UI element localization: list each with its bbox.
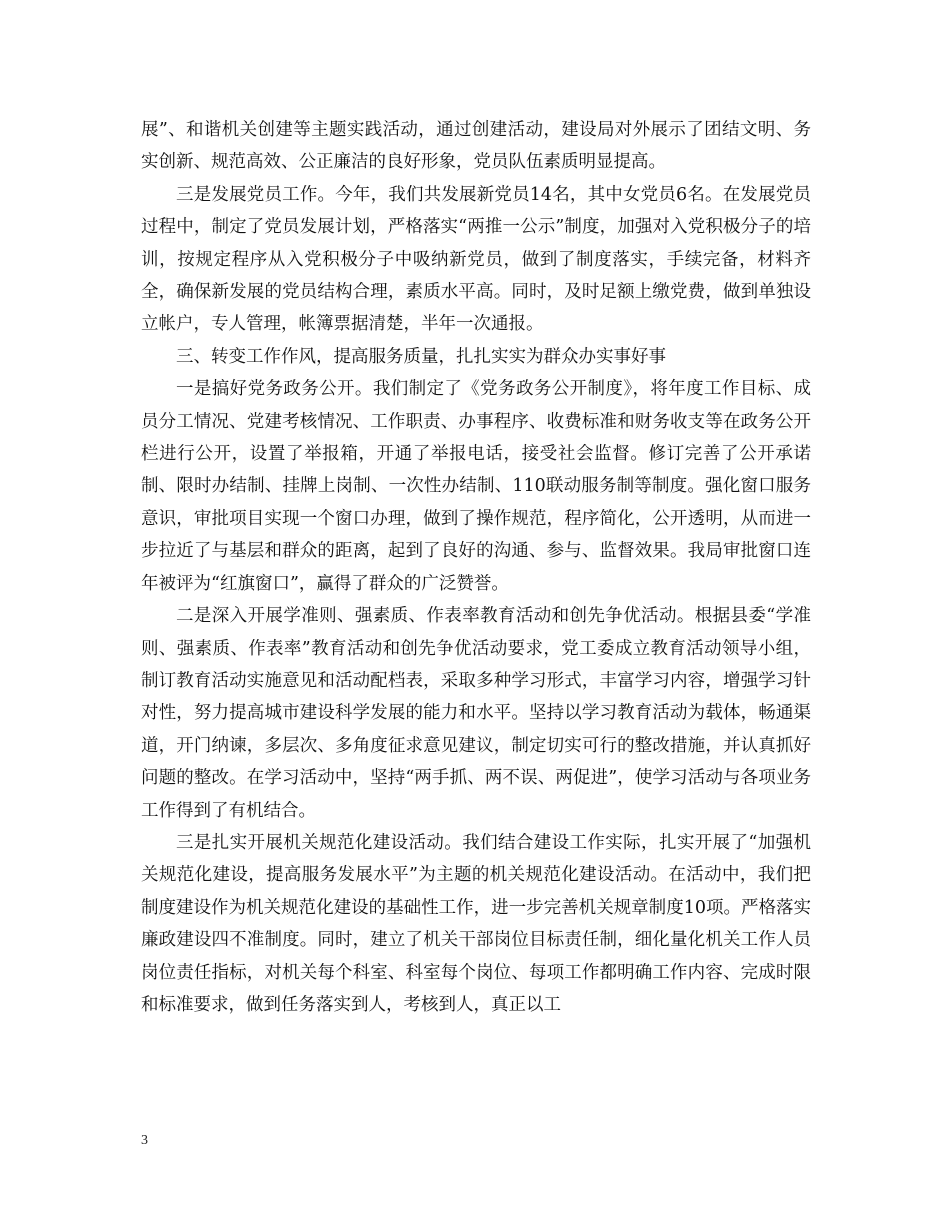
paragraph-1: 展”、和谐机关创建等主题实践活动，通过创建活动，建设局对外展示了团结文明、务实创新、规范高效、公正廉洁的良好形象，党员队伍素质明显提高。: [141, 120, 811, 173]
paragraph-2: 三是发展党员工作。今年，我们共发展新党员14名，其中女党员6名。在发展党员过程中，制定了党员发展计划，严格落实“两推一公示”制度，加强对入党积极分子的培训，按规定程序从入党积极分子中吸纳新党员，做到了制度落实，手续完备，材料齐全，确保新发展的党员结构合理，素质水平高。同时，及时足额上缴党费，做到单独设立帐户，专人管理，帐簿票据清楚，半年一次通报。: [141, 184, 811, 335]
paragraph-3: 一是搞好党务政务公开。我们制定了《党务政务公开制度》，将年度工作目标、成员分工情况、党建考核情况、工作职责、办事程序、收费标准和财务收支等在政务公开栏进行公开，设置了举报箱，开通了举报电话，接受社会监督。修订完善了公开承诺制、限时办结制、挂牌上岗制、一次性办结制、110联动服务制等制度。强化窗口服务意识，审批项目实现一个窗口办理，做到了操作规范，程序简化，公开透明，从而进一步拉近了与基层和群众的距离，起到了良好的沟通、参与、监督效果。我局审批窗口连年被评为“红旗窗口”，赢得了群众的广泛赞誉。: [141, 379, 811, 594]
section-heading: 三、转变工作作风，提高服务质量，扎扎实实为群众办实事好事: [176, 346, 666, 367]
paragraph-4: 二是深入开展学准则、强素质、作表率教育活动和创先争优活动。根据县委“学准则、强素质、作表率”教育活动和创先争优活动要求，党工委成立教育活动领导小组，制订教育活动实施意见和活动配档表，采取多种学习形式，丰富学习内容，增强学习针对性，努力提高城市建设科学发展的能力和水平。坚持以学习教育活动为载体，畅通渠道，开门纳谏，多层次、多角度征求意见建议，制定切实可行的整改措施，并认真抓好问题的整改。在学习活动中，坚持“两手抓、两不误、两促进”，使学习活动与各项业务工作得到了有机结合。: [141, 606, 811, 821]
body-text: [141, 114, 811, 1021]
page-number: 3: [141, 1133, 148, 1148]
paragraph-5: 三是扎实开展机关规范化建设活动。我们结合建设工作实际，扎实开展了“加强机关规范化建设，提高服务发展水平”为主题的机关规范化建设活动。在活动中，我们把制度建设作为机关规范化建设的基础性工作，进一步完善机关规章制度10项。严格落实廉政建设四不准制度。同时，建立了机关干部岗位目标责任制，细化量化机关工作人员岗位责任指标，对机关每个科室、科室每个岗位、每项工作都明确工作内容、完成时限和标准要求，做到任务落实到人，考核到人，真正以工: [141, 832, 811, 1015]
